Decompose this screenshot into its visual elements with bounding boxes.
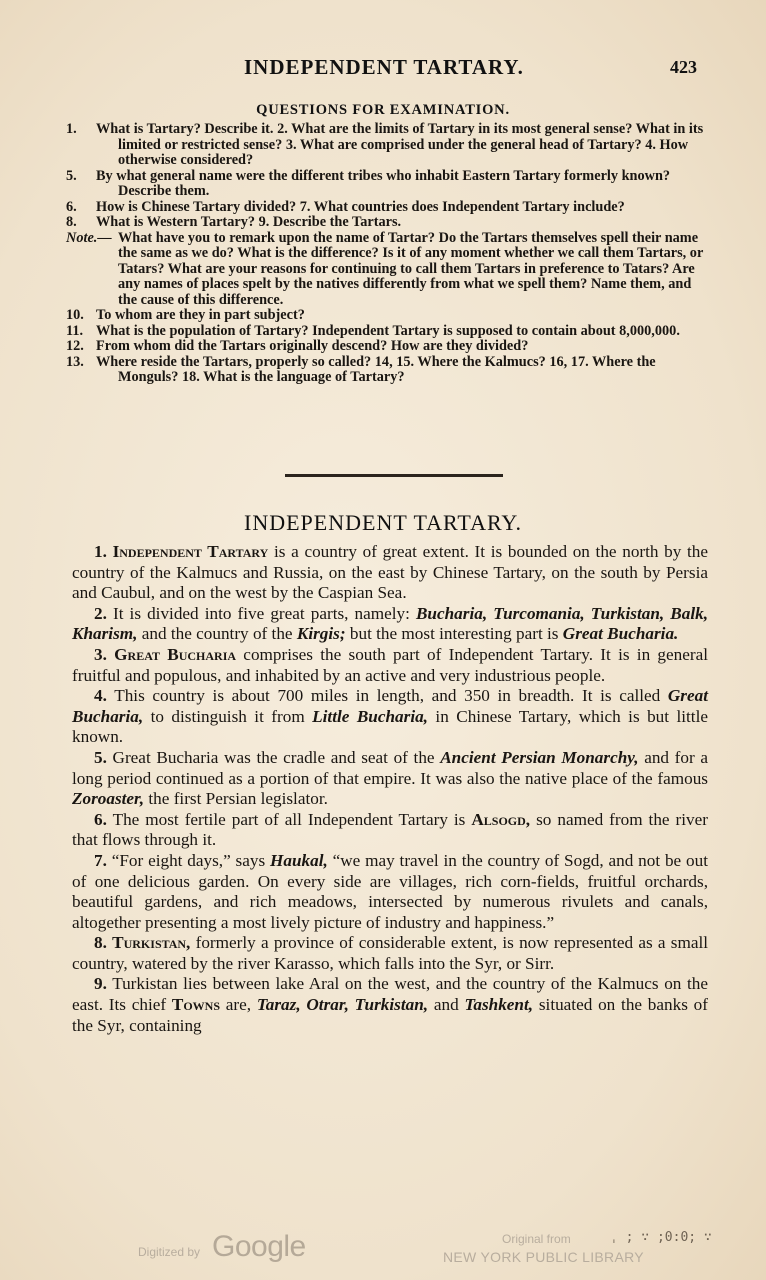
question-item: 1. What is Tartary? Describe it. 2. What are the limits of Tartary in its most general sense? What in its limited or restricted sense? 3. What are comprised under the general head of Tartary? 4. How otherwise considered?	[66, 121, 704, 168]
question-note: Note.— What have you to remark upon the name of Tartar? Do the Tartars themselves spell their name the same as we do? What is the difference? Is it of any moment whether we call them Tartars, or Tatars? What are your reasons for continuing to call them Tartars in preference to Tatars? Are any names of places spelt by the natives differently from what we spell them? Name them, and the cause of this difference.	[66, 229, 704, 308]
paragraph-3: 3. Great Bucharia comprises the south part of Independent Tartary. It is in general fruitful and populous, and inhabited by an active and very industrious people.	[72, 644, 708, 685]
paragraph-4: 4. This country is about 700 miles in length, and 350 in breadth. It is called Great Bucharia, to distinguish it from Little Bucharia, in Chinese Tartary, which is but little known.	[72, 686, 708, 747]
paragraph-5: 5. Great Bucharia was the cradle and seat of the Ancient Persian Monarchy, and for a long period continued as a portion of that empire. It was also the native place of the famous Zoroaster, the first Persian legislator.	[72, 747, 708, 809]
paragraph-7: 7. “For eight days,” says Haukal, “we may travel in the country of Sogd, and not be out of one delicious garden. On every side are villages, rich corn-fields, fruitful orchards, beautiful gardens, and rich meadows, intersected by numerous rivulets and canals, altogether presenting a most lively picture of industry and happiness.”	[72, 850, 708, 932]
paragraph-1: 1. Independent Tartary is a country of great extent. It is bounded on the north by the country of the Kalmucs and Russia, on the east by Chinese Tartary, on the south by Persia and Caubul, and on the west by the Caspian Sea.	[72, 542, 709, 603]
question-item: 10. To whom are they in part subject?	[66, 307, 305, 323]
section-title: INDEPENDENT TARTARY.	[244, 510, 522, 535]
printer-marks: ˌ ; ∵ ;0:0; ∵	[610, 1230, 712, 1245]
original-from-label: Original from	[502, 1232, 571, 1246]
question-item: 8. What is Western Tartary? 9. Describe the Tartars.	[66, 214, 402, 230]
body-text	[72, 542, 708, 1036]
question-item: 5. By what general name were the different tribes who inhabit Eastern Tartary formerly known? Describe them.	[66, 167, 671, 199]
question-item: 6. How is Chinese Tartary divided? 7. What countries does Independent Tartary include?	[66, 198, 625, 215]
digitized-by-label: Digitized by	[138, 1245, 201, 1259]
paragraph-2: 2. It is divided into five great parts, namely: Bucharia, Turcomania, Turkistan, Balk, Kharism, and the country of the Kirgis; but the most interesting part is Great Bucharia.	[72, 603, 708, 644]
running-header	[0, 55, 766, 83]
question-item: 13. Where reside the Tartars, properly so called? 14, 15. Where the Kalmucs? 16, 17. Where the Monguls? 18. What is the language of Tartary?	[66, 353, 656, 385]
digitization-footer	[0, 1230, 766, 1270]
question-item: 11. What is the population of Tartary? Independent Tartary is supposed to contain about 8,000,000.	[66, 322, 680, 339]
paragraph-9: 9. Turkistan lies between lake Aral on the west, and the country of the Kalmucs on the east. Its chief Towns are, Taraz, Otrar, Turkistan, and Tashkent, situated on the banks of the Syr, containing	[72, 974, 709, 1035]
page-number: 423	[670, 57, 697, 77]
paragraph-8: 8. Turkistan, formerly a province of considerable extent, is now represented as a small country, watered by the river Karasso, which falls into the Syr, or Sirr.	[72, 933, 709, 973]
section-divider	[285, 474, 503, 477]
questions-list	[66, 122, 711, 386]
question-item: 12. From whom did the Tartars originally descend? How are they divided?	[66, 338, 529, 354]
google-watermark: Google	[212, 1230, 306, 1263]
paragraph-6: 6. The most fertile part of all Independent Tartary is Alsogd, so named from the river that flows through it.	[72, 809, 708, 850]
header-title: INDEPENDENT TARTARY.	[244, 55, 524, 79]
library-watermark: NEW YORK PUBLIC LIBRARY	[443, 1249, 644, 1265]
questions-heading: QUESTIONS FOR EXAMINATION.	[256, 102, 510, 118]
